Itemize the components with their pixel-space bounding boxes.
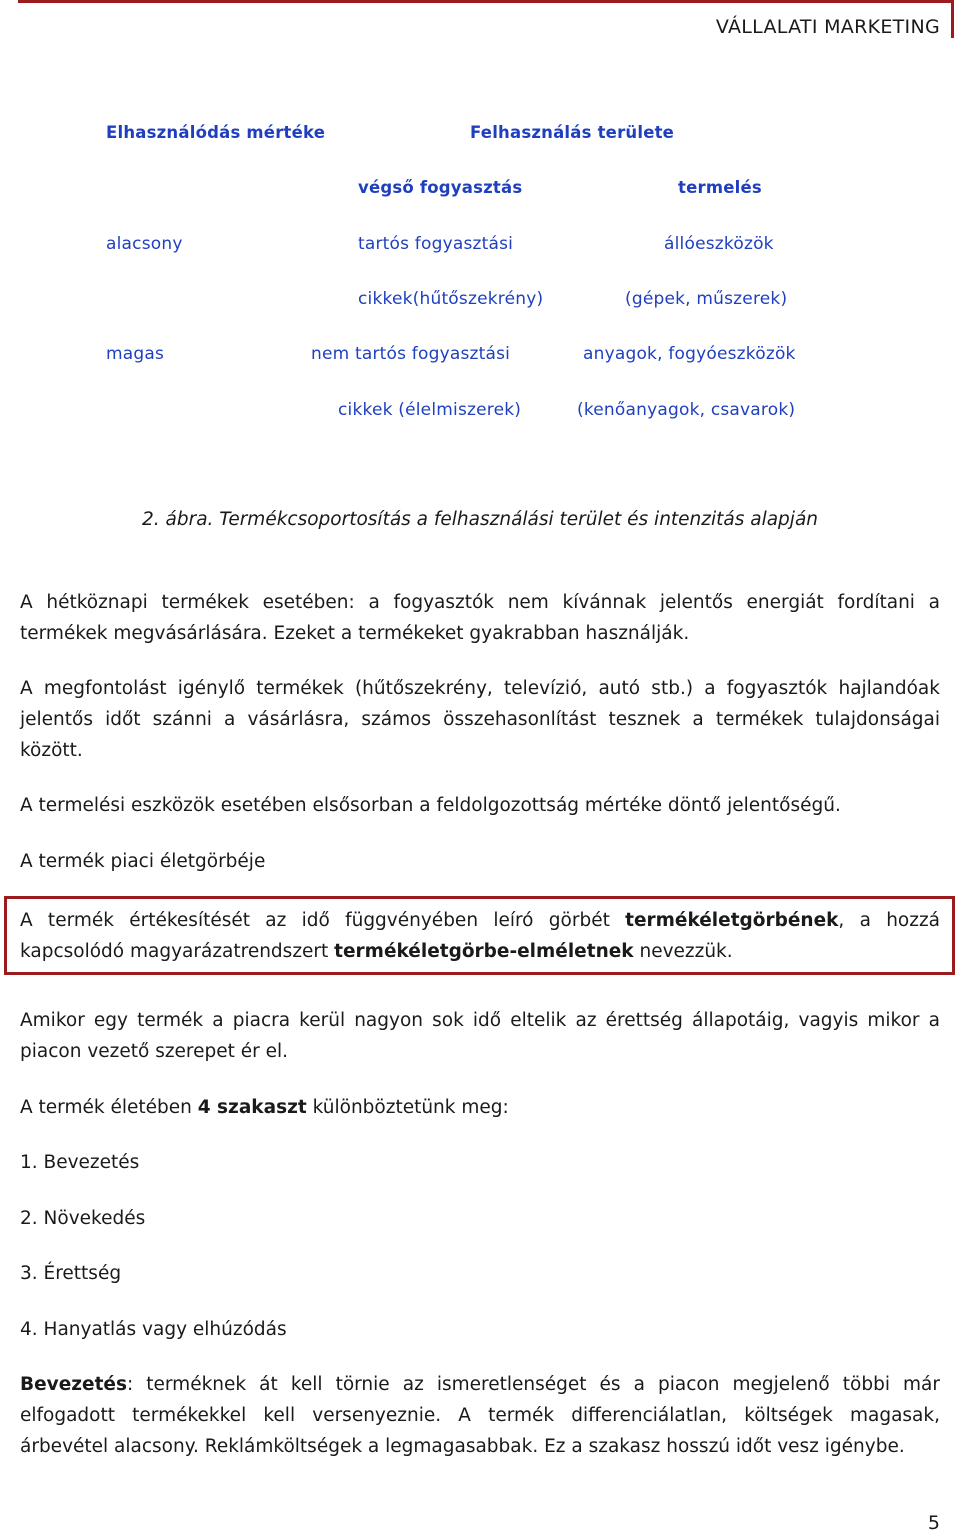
- paragraph-introduction-stage: [20, 1369, 940, 1462]
- definition-mid: , a hozzá kapcsolódó magyarázatrendszert: [20, 910, 940, 962]
- stages-intro-post: különböztetünk meg:: [306, 1097, 509, 1118]
- figure-cell-nondurable-1: nem tartós fogyasztási: [311, 344, 511, 364]
- figure-cell-nondurable-2: cikkek (élelmiszerek): [338, 400, 522, 420]
- figure-cell-fixed-2: (gépek, műszerek): [625, 289, 788, 309]
- figure-row-low: alacsony: [106, 234, 183, 254]
- introduction-text: : terméknek át kell törnie az ismeretlenséget és a piacon megjelenő többi már elfogadott termékekkel kell versenyeznie. A termék differenciálatlan, költségek magasak, árbevétel alacsony. Reklámköltségek a legmagasabbak. Ez a szakasz hosszú időt vesz igénybe.: [20, 1374, 940, 1457]
- section-heading: A termék piaci életgörbéje: [20, 851, 266, 872]
- header-title: VÁLLALATI MARKETING: [715, 16, 940, 38]
- figure-row-high: magas: [106, 344, 165, 364]
- figure-col-head-right: Felhasználás területe: [470, 123, 675, 142]
- figure-cell-materials-2: (kenőanyagok, csavarok): [577, 400, 796, 420]
- definition-text: [20, 905, 940, 967]
- stages-intro-count: 4 szakaszt: [197, 1097, 307, 1118]
- paragraph-stages-intro: [20, 1092, 940, 1123]
- paragraph-considered-products: A megfontolást igénylő termékek (hűtőszekrény, televízió, autó stb.) a fogyasztók hajlandóak jelentős időt szánni a vásárlásra, számos összehasonlítást tesznek a termékek tulajdonságai között.: [20, 678, 940, 761]
- stages-intro-pre: A termék életében: [20, 1097, 198, 1118]
- figure-sub-head-consumption: végső fogyasztás: [358, 178, 523, 197]
- figure-cell-fixed-1: állóeszközök: [664, 234, 774, 254]
- paragraph-everyday-products: A hétköznapi termékek esetében: a fogyasztók nem kívánnak jelentős energiát fordítani a termékek megvásárlására. Ezeket a termékeket gyakrabban használják.: [20, 592, 940, 644]
- figure-sub-head-production: termelés: [678, 178, 762, 197]
- stage-item: 3. Érettség: [20, 1263, 122, 1284]
- stage-item: 1. Bevezetés: [20, 1152, 140, 1173]
- definition-term-theory: termékéletgörbe-elméletnek: [334, 941, 634, 962]
- figure-caption: 2. ábra. Termékcsoportosítás a felhasználási terület és intenzitás alapján: [141, 509, 819, 530]
- definition-post: nevezzük.: [633, 941, 733, 962]
- figure-cell-materials-1: anyagok, fogyóeszközök: [583, 344, 796, 364]
- paragraph-production-means: A termelési eszközök esetében elsősorban a feldolgozottság mértéke döntő jelentőségű.: [20, 795, 841, 816]
- page-number: 5: [927, 1512, 940, 1534]
- introduction-term: Bevezetés: [20, 1374, 127, 1395]
- definition-pre: A termék értékesítését az idő függvényében leíró görbét: [20, 910, 626, 931]
- figure-col-head-left: Elhasználódás mértéke: [106, 123, 326, 142]
- stage-item: 2. Növekedés: [20, 1208, 146, 1229]
- stage-item: 4. Hanyatlás vagy elhúzódás: [20, 1319, 287, 1340]
- figure-cell-durable-2: cikkek(hűtőszekrény): [358, 289, 544, 309]
- definition-term-lifecycle: termékéletgörbének: [625, 910, 839, 931]
- paragraph-market-entry: Amikor egy termék a piacra kerül nagyon sok idő eltelik az érettség állapotáig, vagyis mikor a piacon vezető szerepet ér el.: [20, 1010, 940, 1062]
- figure-cell-durable-1: tartós fogyasztási: [358, 234, 514, 254]
